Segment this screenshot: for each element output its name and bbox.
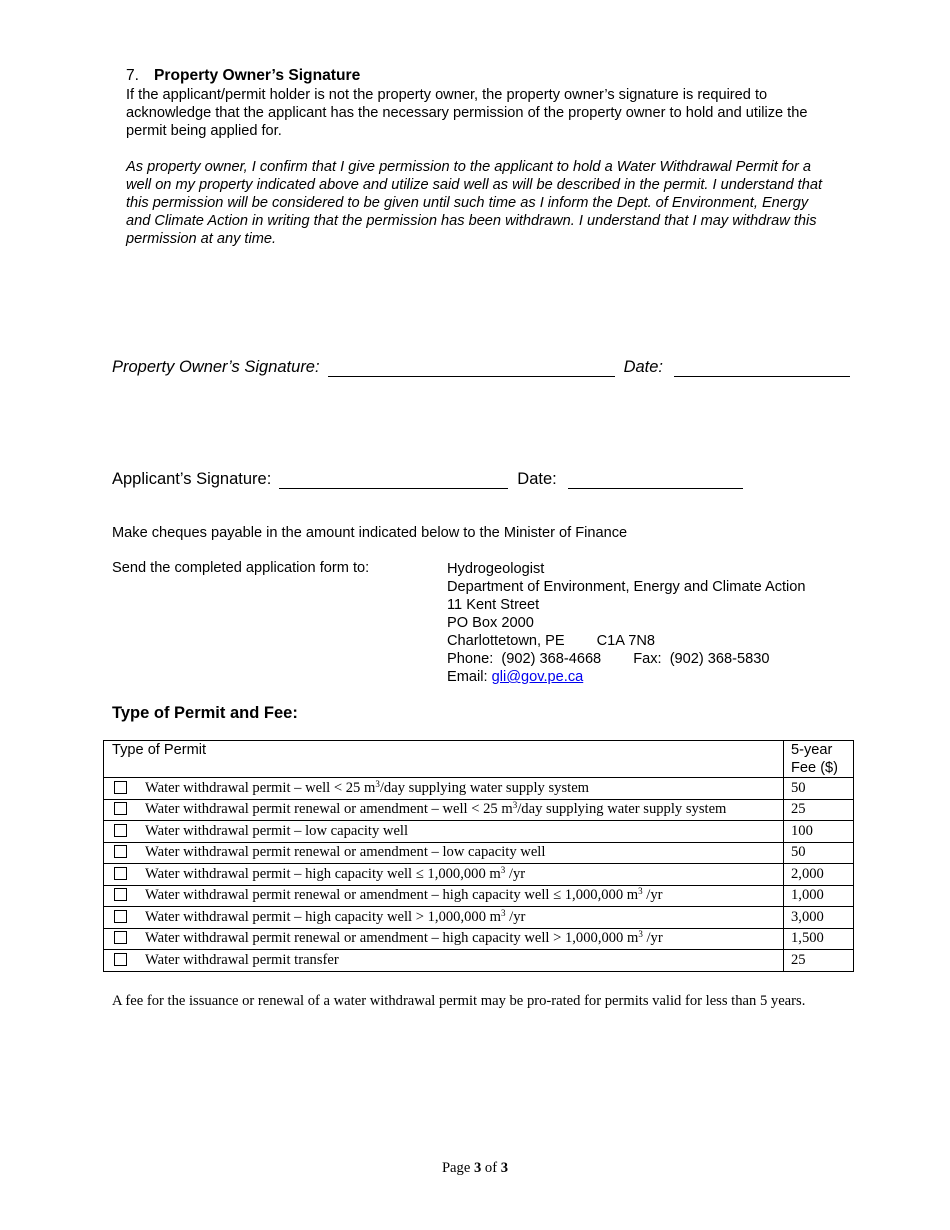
table-row bbox=[104, 885, 854, 907]
permit-type-cell bbox=[104, 864, 784, 886]
owner-signature-label: Property Owner’s Signature: bbox=[112, 358, 320, 376]
permit-fee-table bbox=[103, 740, 854, 972]
fax-label: Fax: bbox=[633, 651, 662, 667]
fax-number: (902) 368-5830 bbox=[669, 651, 770, 667]
fee-header-line1: 5-year bbox=[791, 742, 833, 758]
permit-checkbox[interactable] bbox=[114, 781, 127, 794]
permit-type-cell bbox=[104, 799, 784, 821]
owner-signature-field[interactable] bbox=[328, 356, 615, 377]
permit-type-text: Water withdrawal permit transfer bbox=[145, 951, 339, 968]
applicant-date-field[interactable] bbox=[568, 468, 743, 489]
permit-type-cell bbox=[104, 928, 784, 950]
permit-fee-cell: 1,500 bbox=[784, 928, 854, 950]
mailing-address bbox=[447, 560, 806, 686]
of-word: of bbox=[484, 1160, 498, 1176]
table-row bbox=[104, 842, 854, 864]
owner-date-field[interactable] bbox=[674, 356, 850, 377]
permit-type-cell bbox=[104, 778, 784, 800]
permit-type-text: Water withdrawal permit – high capacity well ≤ 1,000,000 $m^3$ /yr bbox=[145, 864, 526, 882]
city: Charlottetown, PE bbox=[447, 633, 565, 649]
email-label: Email: bbox=[447, 669, 488, 685]
fee-section-title: Type of Permit and Fee: bbox=[112, 704, 298, 722]
email-link[interactable]: gli@gov.pe.ca bbox=[491, 669, 584, 685]
table-row bbox=[104, 778, 854, 800]
permit-fee-cell: 50 bbox=[784, 778, 854, 800]
postal-code: C1A 7N8 bbox=[596, 633, 656, 649]
permit-type-text: Water withdrawal permit – high capacity well > 1,000,000 $m^3$ /yr bbox=[145, 907, 526, 925]
permit-checkbox[interactable] bbox=[114, 953, 127, 966]
permit-checkbox[interactable] bbox=[114, 845, 127, 858]
permit-type-cell bbox=[104, 950, 784, 972]
permit-checkbox[interactable] bbox=[114, 867, 127, 880]
permit-type-cell bbox=[104, 842, 784, 864]
po-box: PO Box 2000 bbox=[447, 615, 534, 631]
permit-fee-cell: 50 bbox=[784, 842, 854, 864]
pro-rate-footnote: A fee for the issuance or renewal of a water withdrawal permit may be pro-rated for permits valid for less than 5 years. bbox=[112, 993, 806, 1009]
permit-fee-cell: 2,000 bbox=[784, 864, 854, 886]
permit-checkbox[interactable] bbox=[114, 802, 127, 815]
applicant-signature-field[interactable] bbox=[279, 468, 508, 489]
permit-type-text: Water withdrawal permit renewal or amendment – well < 25 $m^3$/day supplying water supply system bbox=[145, 800, 727, 818]
phone-fax-line bbox=[447, 650, 806, 668]
recipient-department: Department of Environment, Energy and Climate Action bbox=[447, 579, 806, 595]
permit-type-text: Water withdrawal permit renewal or amendment – low capacity well bbox=[145, 844, 546, 861]
table-row bbox=[104, 907, 854, 929]
table-row bbox=[104, 864, 854, 886]
table-header-row bbox=[104, 741, 854, 778]
owner-signature-row bbox=[112, 356, 850, 377]
page-word: Page bbox=[441, 1160, 471, 1176]
permit-fee-cell: 25 bbox=[784, 799, 854, 821]
permit-type-text: Water withdrawal permit – low capacity well bbox=[145, 822, 409, 839]
permit-fee-cell: 3,000 bbox=[784, 907, 854, 929]
section-7-property-owner bbox=[126, 67, 836, 248]
permit-type-cell bbox=[104, 821, 784, 843]
permit-checkbox[interactable] bbox=[114, 931, 127, 944]
current-page: 3 bbox=[473, 1160, 482, 1176]
section-number: 7. bbox=[126, 67, 140, 84]
owner-consent-statement: As property owner, I confirm that I give permission to the applicant to hold a Water Withdrawal Permit for a well on my property indicated above and utilize said well as will be described in the permit. I understand that this permission will be considered to be given until such time as I inform the Dept. of Environment, Energy and Climate Action in writing that the permission has been withdrawn. I understand that I may withdraw this permission at any time. bbox=[126, 159, 823, 247]
table-row bbox=[104, 928, 854, 950]
section-title: Property Owner’s Signature bbox=[154, 67, 361, 84]
type-column-header: Type of Permit bbox=[104, 741, 784, 778]
phone-label: Phone: bbox=[447, 651, 494, 667]
permit-checkbox[interactable] bbox=[114, 888, 127, 901]
permit-fee-cell: 100 bbox=[784, 821, 854, 843]
permit-type-cell bbox=[104, 907, 784, 929]
permit-fee-cell: 1,000 bbox=[784, 885, 854, 907]
table-row bbox=[104, 821, 854, 843]
email-line bbox=[447, 668, 806, 686]
permit-type-text: Water withdrawal permit – well < 25 $m^3$/day supplying water supply system bbox=[145, 778, 590, 796]
permit-checkbox[interactable] bbox=[114, 824, 127, 837]
cheques-note: Make cheques payable in the amount indicated below to the Minister of Finance bbox=[112, 525, 628, 541]
total-pages: 3 bbox=[500, 1160, 509, 1176]
section-heading bbox=[126, 67, 836, 85]
street-address: 11 Kent Street bbox=[447, 597, 540, 613]
applicant-date-label: Date: bbox=[517, 470, 557, 488]
fee-header-line2: Fee ($) bbox=[791, 760, 839, 776]
permit-type-cell bbox=[104, 885, 784, 907]
owner-date-label: Date: bbox=[623, 358, 664, 376]
send-to-label: Send the completed application form to: bbox=[112, 560, 370, 576]
table-row bbox=[104, 950, 854, 972]
city-line bbox=[447, 632, 806, 650]
section-intro: If the applicant/permit holder is not the property owner, the property owner’s signature is required to acknowledge that the applicant has the necessary permission of the property owner to hold and utilize the permit being applied for. bbox=[126, 87, 808, 139]
applicant-signature-row bbox=[112, 468, 743, 489]
applicant-signature-label: Applicant’s Signature: bbox=[112, 470, 272, 488]
permit-checkbox[interactable] bbox=[114, 910, 127, 923]
table-row bbox=[104, 799, 854, 821]
permit-fee-cell: 25 bbox=[784, 950, 854, 972]
permit-type-text: Water withdrawal permit renewal or amendment – high capacity well ≤ 1,000,000 $m^3$ /yr bbox=[145, 886, 663, 904]
permit-type-text: Water withdrawal permit renewal or amendment – high capacity well > 1,000,000 $m^3$ /yr bbox=[145, 929, 663, 947]
recipient-name: Hydrogeologist bbox=[447, 561, 545, 577]
fee-column-header bbox=[784, 741, 854, 778]
page-number bbox=[0, 1160, 950, 1177]
phone-number: (902) 368-4668 bbox=[501, 651, 602, 667]
